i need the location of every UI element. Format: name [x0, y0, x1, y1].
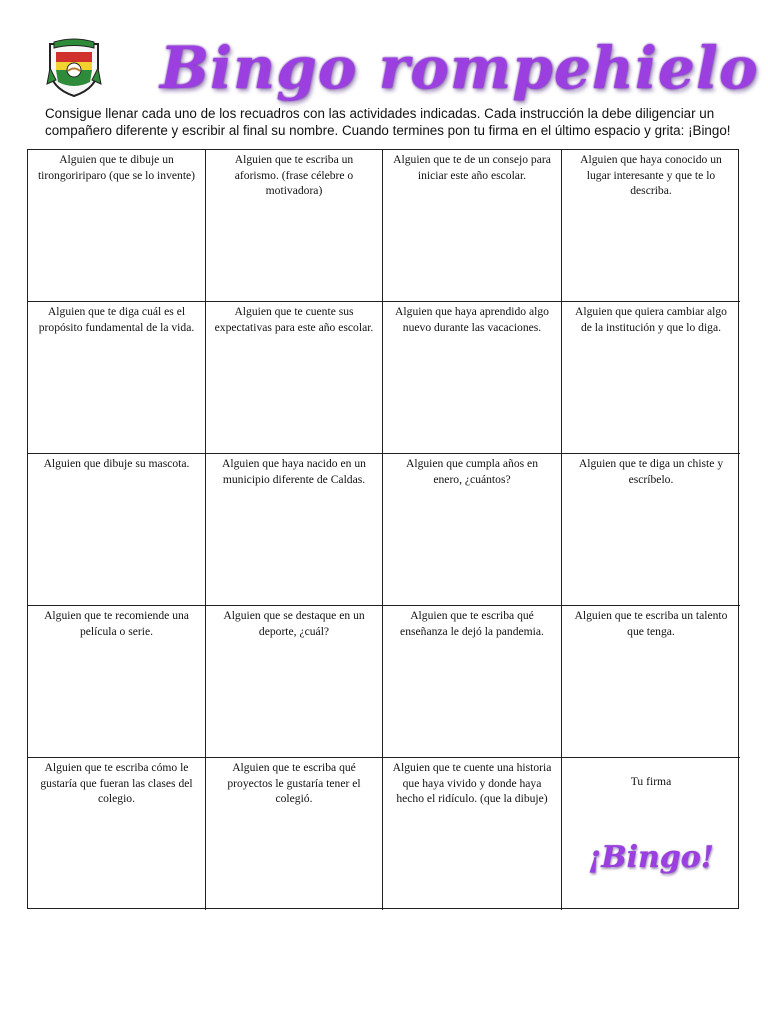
bingo-cell[interactable]: Alguien que te escriba cómo le gustaría que fueran las clases del colegio.	[28, 758, 206, 910]
bingo-cell[interactable]: Alguien que se destaque en un deporte, ¿cuál?	[206, 606, 383, 758]
bingo-cell[interactable]: Alguien que quiera cambiar algo de la institución y que lo diga.	[562, 302, 740, 454]
instructions-text: Consigue llenar cada uno de los recuadros con las actividades indicadas. Cada instrucción la debe diligenciar un compañero diferente y escribir al final su nombre. Cuando termines pon tu firma en el último espacio y grita: ¡Bingo!	[45, 106, 731, 138]
bingo-cell[interactable]: Alguien que dibuje su mascota.	[28, 454, 206, 606]
bingo-cell[interactable]: Alguien que te escriba qué proyectos le gustaría tener el colegió.	[206, 758, 383, 910]
bingo-cell[interactable]: Alguien que te diga un chiste y escríbelo.	[562, 454, 740, 606]
bingo-cell[interactable]: Alguien que te escriba un talento que tenga.	[562, 606, 740, 758]
bingo-grid	[27, 149, 739, 909]
bingo-cell[interactable]: Alguien que cumpla años en enero, ¿cuántos?	[383, 454, 562, 606]
bingo-cell[interactable]: Alguien que te diga cuál es el propósito fundamental de la vida.	[28, 302, 206, 454]
page-title: Bingo rompehielo	[160, 34, 759, 102]
bingo-cell[interactable]: Alguien que haya conocido un lugar interesante y que te lo describa.	[562, 150, 740, 302]
bingo-cell[interactable]: Alguien que te de un consejo para iniciar este año escolar.	[383, 150, 562, 302]
signature-label: Tu firma	[630, 775, 672, 788]
bingo-cell[interactable]: Alguien que te recomiende una película o serie.	[28, 606, 206, 758]
school-crest-logo	[46, 38, 102, 98]
bingo-cell[interactable]: Alguien que te dibuje un tirongoririparo (que se lo invente)	[28, 150, 206, 302]
bingo-cell[interactable]: Alguien que te escriba qué enseñanza le dejó la pandemia.	[383, 606, 562, 758]
bingo-cell[interactable]: Alguien que haya aprendido algo nuevo durante las vacaciones.	[383, 302, 562, 454]
bingo-cell[interactable]: Alguien que te escriba un aforismo. (frase célebre o motivadora)	[206, 150, 383, 302]
bingo-cell[interactable]: Alguien que te cuente sus expectativas para este año escolar.	[206, 302, 383, 454]
bingo-cell[interactable]: Alguien que haya nacido en un municipio diferente de Caldas.	[206, 454, 383, 606]
bingo-cell[interactable]: Alguien que te cuente una historia que haya vivido y donde haya hecho el ridículo. (que la dibuje)	[383, 758, 562, 910]
signature-cell[interactable]	[562, 758, 740, 910]
bingo-badge: ¡Bingo!	[588, 840, 714, 875]
